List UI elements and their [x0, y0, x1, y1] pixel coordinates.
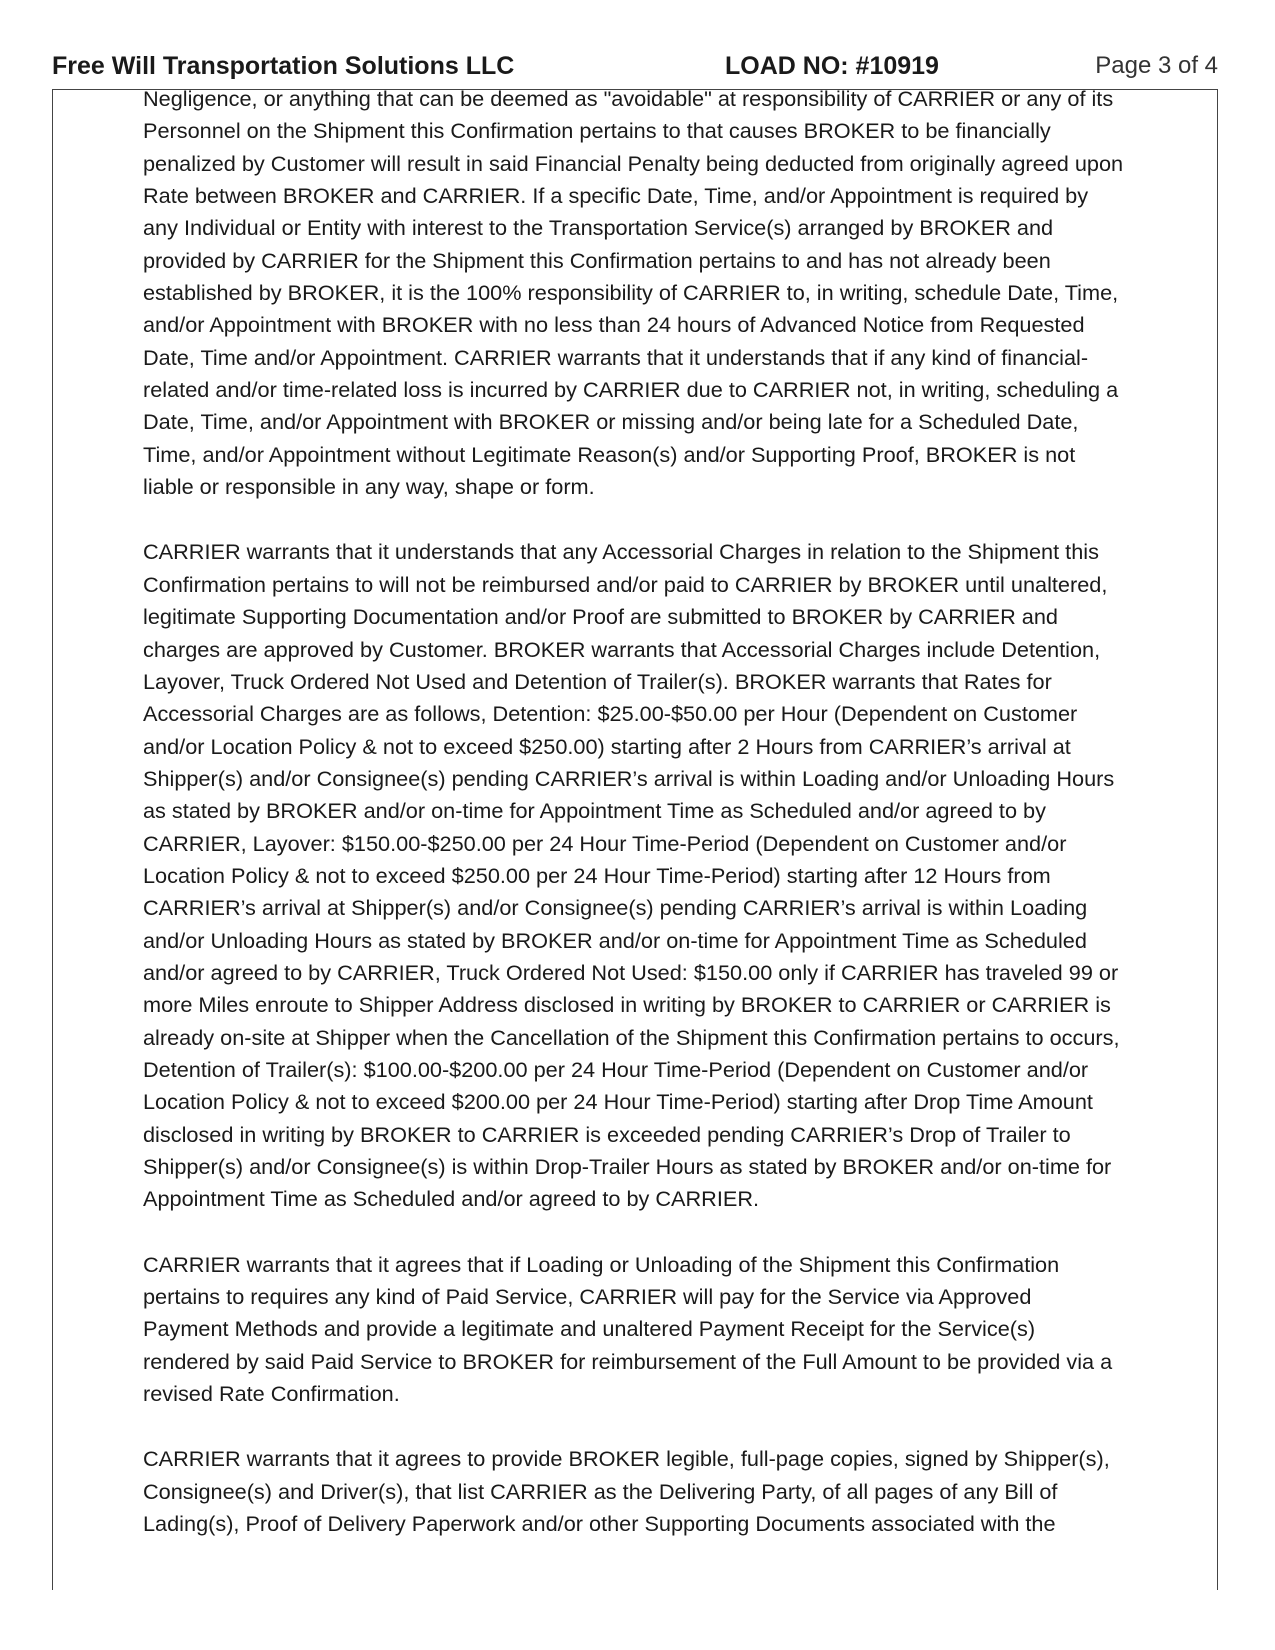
- text-line: CARRIER, Layover: $150.00-$250.00 per 24 Hour Time-Period (Dependent on Customer and/or: [143, 830, 1067, 856]
- text-line: Shipper(s) and/or Consignee(s) pending CARRIER’s arrival is within Loading and/or Unloading Hours: [143, 765, 1115, 791]
- text-line: legitimate Supporting Documentation and/or Proof are submitted to BROKER by CARRIER and: [143, 604, 1058, 630]
- paragraph: [143, 1249, 1223, 1411]
- text-line: more Miles enroute to Shipper Address disclosed in writing by BROKER to CARRIER or CARRIER is: [143, 992, 1111, 1018]
- text-line: Negligence, or anything that can be deemed as "avoidable" at responsibility of CARRIER or any of its: [143, 86, 1114, 111]
- load-number: LOAD NO: #10919: [725, 52, 939, 80]
- text-line: Date, Time and/or Appointment. CARRIER warrants that it understands that if any kind of financial-: [143, 344, 1089, 370]
- text-line: Confirmation pertains to will not be reimbursed and/or paid to CARRIER by BROKER until unaltered,: [143, 571, 1108, 597]
- text-line: and/or Appointment with BROKER with no less than 24 hours of Advanced Notice from Requested: [143, 312, 1085, 338]
- text-line: already on-site at Shipper when the Cancellation of the Shipment this Confirmation pertains to occurs,: [143, 1024, 1120, 1050]
- company-name: Free Will Transportation Solutions LLC: [52, 52, 515, 80]
- text-line: Rate between BROKER and CARRIER. If a specific Date, Time, and/or Appointment is required by: [143, 183, 1089, 209]
- text-line: Accessorial Charges are as follows, Detention: $25.00-$50.00 per Hour (Dependent on Customer: [143, 701, 1078, 727]
- text-line: related and/or time-related loss is incurred by CARRIER due to CARRIER not, in writing, scheduling a: [143, 377, 1119, 403]
- text-line: rendered by said Paid Service to BROKER for reimbursement of the Full Amount to be provided via a: [143, 1348, 1113, 1374]
- text-line: as stated by BROKER and/or on-time for Appointment Time as Scheduled and/or agreed to by: [143, 798, 1046, 824]
- text-line: Shipper(s) and/or Consignee(s) is within Drop-Trailer Hours as stated by BROKER and/or on-time for: [143, 1154, 1112, 1179]
- text-line: Personnel on the Shipment this Confirmation pertains to that causes BROKER to be financially: [143, 118, 1051, 144]
- text-line: revised Rate Confirmation.: [143, 1381, 400, 1407]
- text-line: Layover, Truck Ordered Not Used and Detention of Trailer(s). BROKER warrants that Rates for: [143, 668, 1052, 694]
- text-line: any Individual or Entity with interest to the Transportation Service(s) arranged by BROKER and: [143, 215, 1054, 241]
- text-line: disclosed in writing by BROKER to CARRIER is exceeded pending CARRIER’s Drop of Trailer to: [143, 1121, 1071, 1147]
- text-line: Detention of Trailer(s): $100.00-$200.00 per 24 Hour Time-Period (Dependent on Customer and/or: [143, 1056, 1089, 1082]
- text-line: Date, Time, and/or Appointment with BROKER or missing and/or being late for a Scheduled Date,: [143, 409, 1079, 435]
- page-number: Page 3 of 4: [1095, 52, 1218, 79]
- document-body: [143, 83, 1223, 1573]
- text-line: CARRIER warrants that it agrees that if Loading or Unloading of the Shipment this Confirmation: [143, 1251, 1060, 1277]
- text-line: Location Policy & not to exceed $200.00 per 24 Hour Time-Period) starting after Drop Time Amount: [143, 1089, 1093, 1115]
- text-line: established by BROKER, it is the 100% responsibility of CARRIER to, in writing, schedule Date, Time,: [143, 280, 1119, 306]
- paragraph: [143, 536, 1223, 1215]
- text-line: CARRIER warrants that it understands that any Accessorial Charges in relation to the Shipment this: [143, 539, 1099, 565]
- text-line: provided by CARRIER for the Shipment this Confirmation pertains to and has not already been: [143, 247, 1051, 273]
- text-line: liable or responsible in any way, shape or form.: [143, 474, 595, 500]
- paragraph: [143, 1443, 1223, 1540]
- text-line: Lading(s), Proof of Delivery Paperwork and/or other Supporting Documents associated with the: [143, 1511, 1056, 1537]
- text-line: Location Policy & not to exceed $250.00 per 24 Hour Time-Period) starting after 12 Hours from: [143, 862, 1051, 888]
- text-line: CARRIER warrants that it agrees to provide BROKER legible, full-page copies, signed by Shipper(s),: [143, 1446, 1110, 1472]
- paragraph: [143, 83, 1223, 503]
- text-line: and/or Location Policy & not to exceed $250.00) starting after 2 Hours from CARRIER’s arrival at: [143, 733, 1071, 759]
- text-line: Time, and/or Appointment without Legitimate Reason(s) and/or Supporting Proof, BROKER is not: [143, 441, 1076, 467]
- text-line: and/or Unloading Hours as stated by BROKER and/or on-time for Appointment Time as Scheduled: [143, 927, 1087, 953]
- text-line: and/or agreed to by CARRIER, Truck Ordered Not Used: $150.00 only if CARRIER has traveled 99 or: [143, 959, 1119, 985]
- text-line: Payment Methods and provide a legitimate and unaltered Payment Receipt for the Service(s): [143, 1316, 1036, 1342]
- text-line: Consignee(s) and Driver(s), that list CARRIER as the Delivering Party, of all pages of any Bill of: [143, 1478, 1058, 1504]
- text-line: penalized by Customer will result in said Financial Penalty being deducted from originally agreed upon: [143, 150, 1124, 176]
- text-line: CARRIER’s arrival at Shipper(s) and/or Consignee(s) pending CARRIER’s arrival is within Loading: [143, 895, 1088, 921]
- text-line: pertains to requires any kind of Paid Service, CARRIER will pay for the Service via Approved: [143, 1284, 1032, 1310]
- text-line: charges are approved by Customer. BROKER warrants that Accessorial Charges include Detention,: [143, 636, 1101, 662]
- text-line: Appointment Time as Scheduled and/or agreed to by CARRIER.: [143, 1186, 760, 1212]
